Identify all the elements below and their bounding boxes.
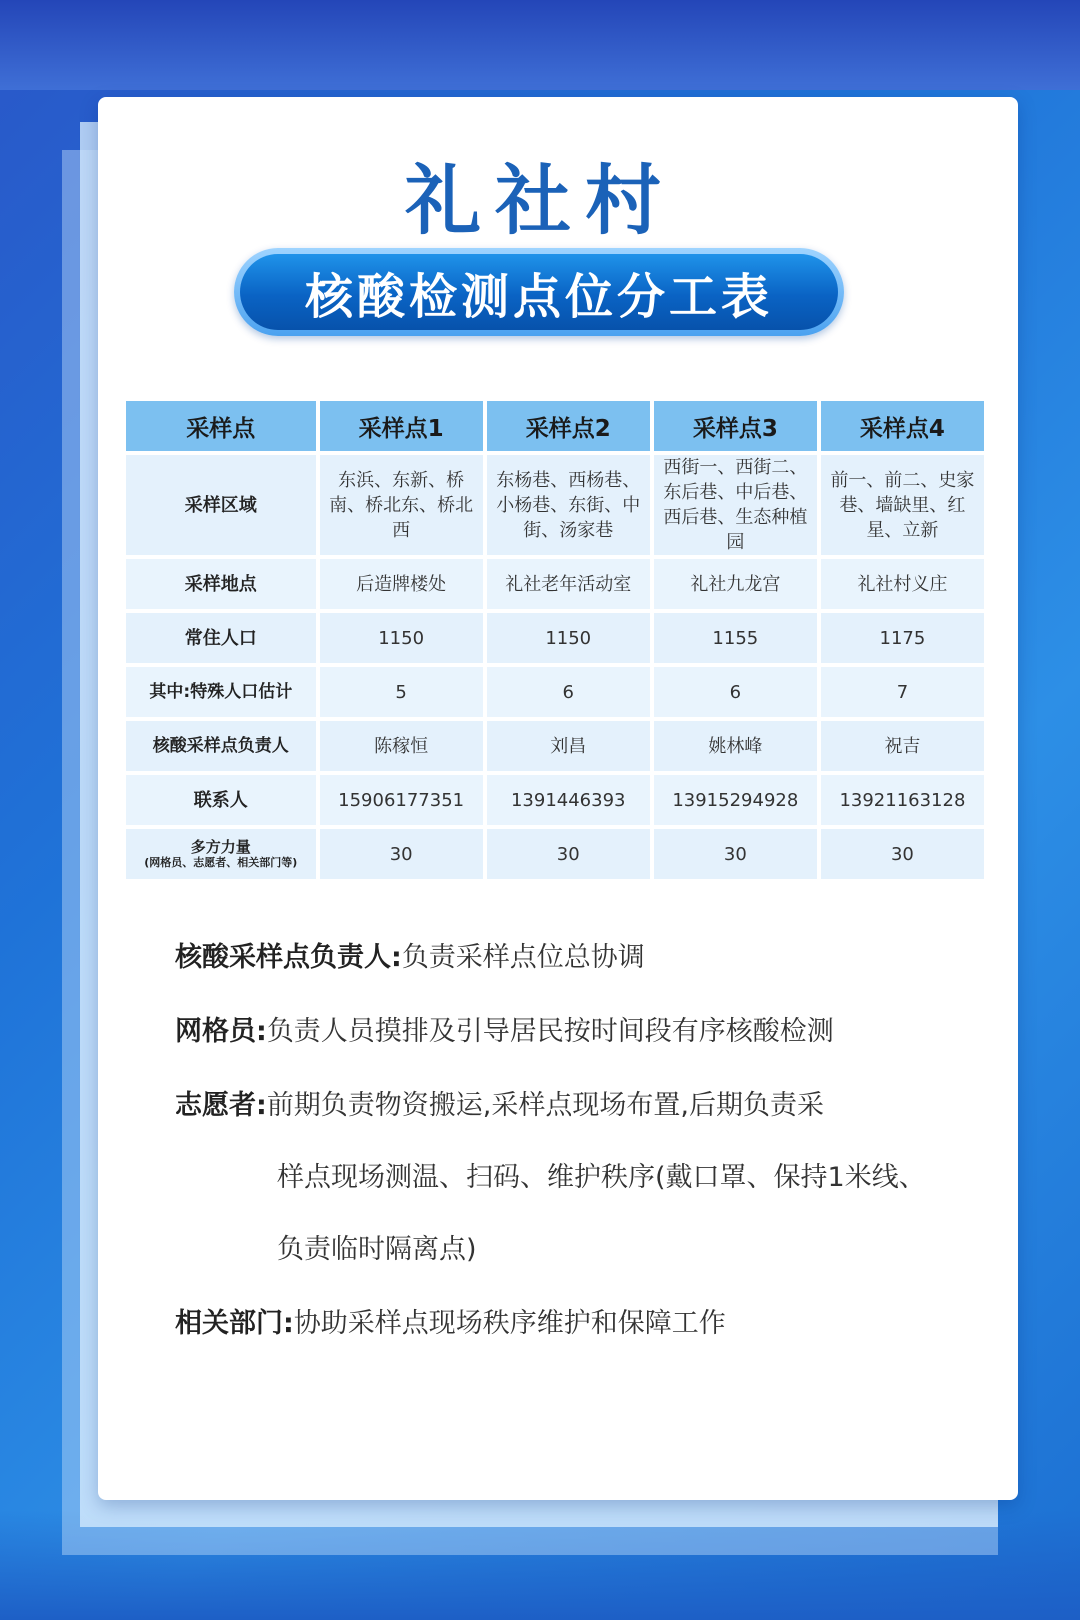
row-label: 其中:特殊人口估计 [126,667,316,717]
row-label-sub: (网格员、志愿者、相关部门等) [144,856,298,869]
table-cell: 西街一、西街二、东后巷、中后巷、西后巷、生态种植园 [654,455,817,555]
note-text: 协助采样点现场秩序维护和保障工作 [293,1308,726,1339]
header-cell: 采样点 [126,401,316,451]
table-cell: 30 [320,829,483,879]
row-label: 常住人口 [126,613,316,663]
row-label: 采样地点 [126,559,316,609]
table-cell: 6 [487,667,650,717]
table-cell: 1175 [821,613,984,663]
table-row [126,455,984,555]
row-label: 联系人 [126,775,316,825]
table-cell: 13921163128 [821,775,984,825]
header-cell: 采样点4 [821,401,984,451]
table-cell: 6 [654,667,817,717]
header-cell: 采样点2 [487,401,650,451]
table-cell: 东杨巷、西杨巷、小杨巷、东街、中街、汤家巷 [487,455,650,555]
note-leader [175,940,955,976]
table-cell: 1150 [487,613,650,663]
table-row [126,613,984,663]
note-key: 相关部门: [175,1308,294,1339]
table-cell: 东浜、东新、桥南、桥北东、桥北西 [320,455,483,555]
subtitle-text: 核酸检测点位分工表 [240,254,838,330]
note-key: 网格员: [175,1016,267,1047]
table-cell: 30 [654,829,817,879]
table-cell: 后造牌楼处 [320,559,483,609]
header-cell: 采样点1 [320,401,483,451]
subtitle-banner [234,248,844,336]
header-cell: 采样点3 [654,401,817,451]
table-cell: 1150 [320,613,483,663]
row-label [126,829,316,879]
table-cell: 姚林峰 [654,721,817,771]
table-cell: 前一、前二、史家巷、墙缺里、红星、立新 [821,455,984,555]
table-cell: 礼社老年活动室 [487,559,650,609]
page-title: 礼社村 [405,156,675,245]
table-cell: 礼社九龙宫 [654,559,817,609]
note-text: 负责采样点位总协调 [401,942,645,973]
table-cell: 陈稼恒 [320,721,483,771]
background-top-band [0,0,1080,90]
note-text: 负责人员摸排及引导居民按时间段有序核酸检测 [266,1016,834,1047]
row-label: 采样区域 [126,455,316,555]
table-cell: 15906177351 [320,775,483,825]
note-department [175,1306,955,1342]
table-cell: 礼社村义庄 [821,559,984,609]
table-row [126,721,984,771]
table-cell: 刘昌 [487,721,650,771]
note-text-continued: 负责临时隔离点) [277,1234,477,1265]
table-cell: 30 [487,829,650,879]
table-cell: 5 [320,667,483,717]
table-row [126,559,984,609]
table-row [126,667,984,717]
table-row [126,775,984,825]
assignment-table [122,397,988,883]
table-cell: 祝吉 [821,721,984,771]
note-text: 前期负责物资搬运,采样点现场布置,后期负责采 [266,1090,824,1121]
table-row [126,829,984,879]
note-key: 核酸采样点负责人: [175,942,402,973]
table-cell: 30 [821,829,984,879]
note-grid-worker [175,1014,955,1050]
duty-notes [175,940,955,1380]
table-cell: 1155 [654,613,817,663]
note-volunteer [175,1088,955,1268]
table-cell: 1391446393 [487,775,650,825]
note-text-continued: 样点现场测温、扫码、维护秩序(戴口罩、保持1米线、 [277,1162,926,1193]
table-header-row [126,401,984,451]
note-key: 志愿者: [175,1090,267,1121]
table-cell: 7 [821,667,984,717]
table-cell: 13915294928 [654,775,817,825]
row-label-main: 多方力量 [190,838,251,856]
row-label: 核酸采样点负责人 [126,721,316,771]
